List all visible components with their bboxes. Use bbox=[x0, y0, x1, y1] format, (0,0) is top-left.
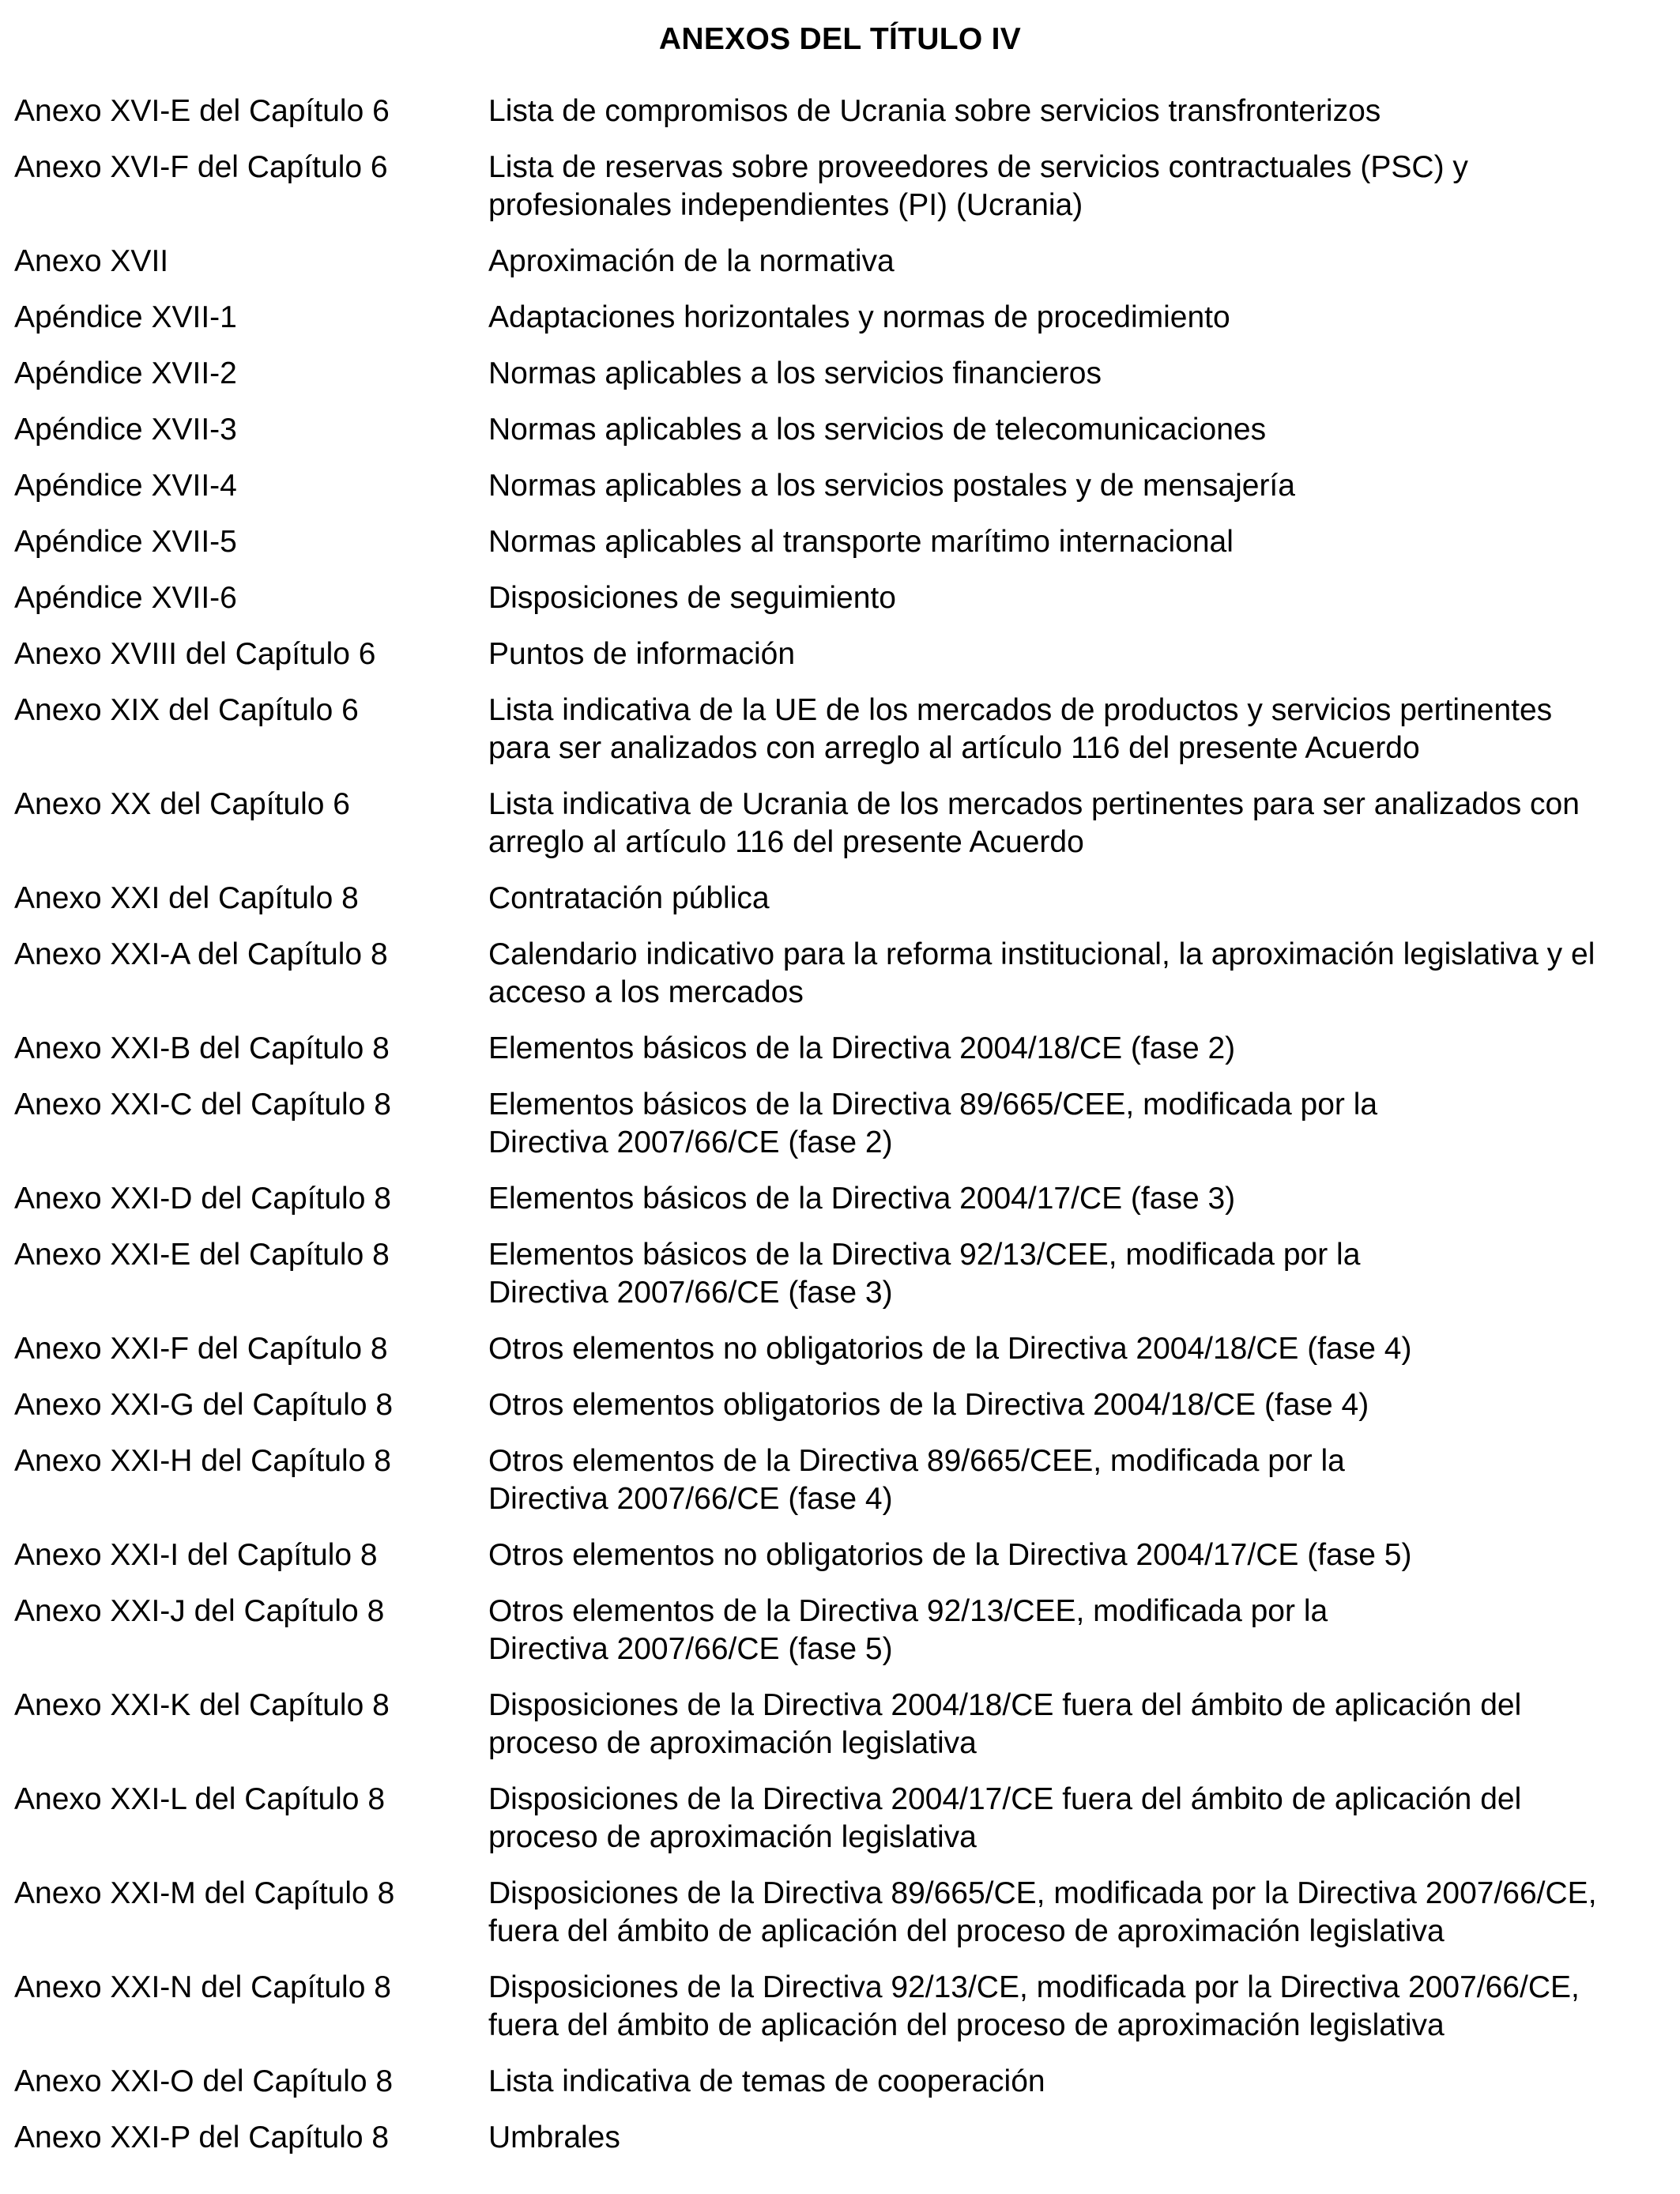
annex-description: Lista indicativa de Ucrania de los mercados pertinentes para ser analizados con arreglo al artículo 116 del presente Acuerdo bbox=[488, 787, 1580, 859]
annex-reference: Anexo XXI-B del Capítulo 8 bbox=[14, 1031, 390, 1065]
annex-description: Elementos básicos de la Directiva 2004/18/CE (fase 2) bbox=[488, 1031, 1236, 1065]
annex-row bbox=[14, 2063, 1677, 2101]
annex-description: Lista indicativa de temas de cooperación bbox=[488, 2064, 1045, 2098]
annex-row bbox=[14, 1236, 1677, 1312]
annex-description: Disposiciones de la Directiva 89/665/CE, modificada por la Directiva 2007/66/CE, fuera del ámbito de aplicación del proceso de aproximación legislativa bbox=[488, 1876, 1597, 1948]
annex-description: Normas aplicables a los servicios de telecomunicaciones bbox=[488, 413, 1267, 447]
annex-row bbox=[14, 92, 1677, 130]
annex-description: Otros elementos no obligatorios de la Directiva 2004/17/CE (fase 5) bbox=[488, 1538, 1412, 1572]
annex-reference: Anexo XXI-D del Capítulo 8 bbox=[14, 1182, 391, 1216]
annex-reference: Anexo XXI-O del Capítulo 8 bbox=[14, 2064, 394, 2098]
annex-reference: Anexo XIX del Capítulo 6 bbox=[14, 693, 359, 727]
annex-reference: Anexo XVII bbox=[14, 244, 169, 278]
annex-description: Normas aplicables al transporte marítimo internacional bbox=[488, 525, 1234, 559]
annex-description: Disposiciones de la Directiva 2004/17/CE fuera del ámbito de aplicación del proceso de aproximación legislativa bbox=[488, 1782, 1522, 1854]
annex-reference: Anexo XXI-A del Capítulo 8 bbox=[14, 937, 388, 971]
annex-row bbox=[14, 1086, 1677, 1162]
annex-description: Otros elementos de la Directiva 92/13/CEE, modificada por la Directiva 2007/66/CE (fase 5) bbox=[488, 1594, 1328, 1666]
annex-description: Elementos básicos de la Directiva 2004/17/CE (fase 3) bbox=[488, 1182, 1236, 1216]
annex-row bbox=[14, 1969, 1677, 2045]
annex-row bbox=[14, 299, 1677, 337]
annex-row bbox=[14, 1442, 1677, 1518]
annex-description: Puntos de información bbox=[488, 637, 796, 671]
annex-row bbox=[14, 2119, 1677, 2157]
annex-reference: Anexo XXI-F del Capítulo 8 bbox=[14, 1332, 388, 1366]
annex-description: Lista de compromisos de Ucrania sobre servicios transfronterizos bbox=[488, 94, 1381, 128]
annex-reference: Apéndice XVII-3 bbox=[14, 413, 237, 447]
annex-row bbox=[14, 1536, 1677, 1574]
annex-reference: Anexo XXI del Capítulo 8 bbox=[14, 881, 359, 915]
annex-description: Disposiciones de seguimiento bbox=[488, 581, 896, 615]
annex-row bbox=[14, 467, 1677, 505]
annex-description: Otros elementos no obligatorios de la Directiva 2004/18/CE (fase 4) bbox=[488, 1332, 1412, 1366]
annex-row bbox=[14, 523, 1677, 561]
page-title: ANEXOS DEL TÍTULO IV bbox=[658, 22, 1022, 56]
annex-row bbox=[14, 1030, 1677, 1068]
annex-description: Elementos básicos de la Directiva 89/665/CEE, modificada por la Directiva 2007/66/CE (fase 2) bbox=[488, 1088, 1378, 1159]
annex-description: Adaptaciones horizontales y normas de procedimiento bbox=[488, 300, 1230, 334]
annex-description: Normas aplicables a los servicios financieros bbox=[488, 356, 1102, 390]
annex-description: Contratación pública bbox=[488, 881, 770, 915]
annex-list bbox=[14, 92, 1677, 2175]
annex-row bbox=[14, 243, 1677, 281]
annex-reference: Anexo XVI-F del Capítulo 6 bbox=[14, 150, 388, 184]
annex-reference: Apéndice XVII-1 bbox=[14, 300, 237, 334]
annex-reference: Anexo XXI-K del Capítulo 8 bbox=[14, 1688, 390, 1722]
annex-reference: Apéndice XVII-5 bbox=[14, 525, 237, 559]
annex-reference: Anexo XX del Capítulo 6 bbox=[14, 787, 350, 821]
annex-row bbox=[14, 1330, 1677, 1368]
annex-reference: Anexo XXI-P del Capítulo 8 bbox=[14, 2120, 390, 2154]
annex-row bbox=[14, 355, 1677, 393]
annex-reference: Anexo XXI-L del Capítulo 8 bbox=[14, 1782, 386, 1816]
annex-row bbox=[14, 1180, 1677, 1218]
annex-reference: Apéndice XVII-6 bbox=[14, 581, 237, 615]
annex-description: Calendario indicativo para la reforma institucional, la aproximación legislativa y el acceso a los mercados bbox=[488, 937, 1595, 1009]
annex-row bbox=[14, 1875, 1677, 1951]
annex-description: Disposiciones de la Directiva 92/13/CE, modificada por la Directiva 2007/66/CE, fuera del ámbito de aplicación del proceso de aproximación legislativa bbox=[488, 1970, 1580, 2042]
annex-description: Aproximación de la normativa bbox=[488, 244, 895, 278]
annex-reference: Anexo XXI-I del Capítulo 8 bbox=[14, 1538, 378, 1572]
annex-row bbox=[14, 880, 1677, 918]
annex-reference: Anexo XVIII del Capítulo 6 bbox=[14, 637, 376, 671]
annex-reference: Anexo XXI-J del Capítulo 8 bbox=[14, 1594, 385, 1628]
annex-description: Lista indicativa de la UE de los mercados de productos y servicios pertinentes para ser analizados con arreglo al artículo 116 del presente Acuerdo bbox=[488, 693, 1553, 765]
annex-row bbox=[14, 936, 1677, 1012]
annex-row bbox=[14, 1593, 1677, 1668]
annex-row bbox=[14, 579, 1677, 617]
annex-row bbox=[14, 692, 1677, 767]
annex-reference: Anexo XVI-E del Capítulo 6 bbox=[14, 94, 390, 128]
annex-description: Otros elementos obligatorios de la Directiva 2004/18/CE (fase 4) bbox=[488, 1388, 1369, 1422]
annex-description: Elementos básicos de la Directiva 92/13/CEE, modificada por la Directiva 2007/66/CE (fase 3) bbox=[488, 1238, 1361, 1310]
annex-description: Umbrales bbox=[488, 2120, 620, 2154]
annex-row bbox=[14, 1386, 1677, 1424]
annex-row bbox=[14, 786, 1677, 861]
annex-row bbox=[14, 1687, 1677, 1762]
annex-reference: Anexo XXI-C del Capítulo 8 bbox=[14, 1088, 391, 1122]
annex-reference: Anexo XXI-E del Capítulo 8 bbox=[14, 1238, 390, 1272]
annex-description: Otros elementos de la Directiva 89/665/CEE, modificada por la Directiva 2007/66/CE (fase 4) bbox=[488, 1444, 1345, 1516]
annex-description: Lista de reservas sobre proveedores de servicios contractuales (PSC) y profesionales independientes (PI) (Ucrania) bbox=[488, 150, 1468, 222]
annex-row bbox=[14, 149, 1677, 224]
annex-row bbox=[14, 411, 1677, 449]
annex-reference: Anexo XXI-G del Capítulo 8 bbox=[14, 1388, 394, 1422]
annex-reference: Apéndice XVII-2 bbox=[14, 356, 237, 390]
annex-row bbox=[14, 1781, 1677, 1857]
annex-reference: Anexo XXI-H del Capítulo 8 bbox=[14, 1444, 391, 1478]
annex-description: Disposiciones de la Directiva 2004/18/CE fuera del ámbito de aplicación del proceso de aproximación legislativa bbox=[488, 1688, 1522, 1760]
annex-row bbox=[14, 635, 1677, 673]
annex-reference: Anexo XXI-M del Capítulo 8 bbox=[14, 1876, 395, 1910]
annex-reference: Anexo XXI-N del Capítulo 8 bbox=[14, 1970, 391, 2004]
annex-description: Normas aplicables a los servicios postales y de mensajería bbox=[488, 469, 1295, 503]
annex-reference: Apéndice XVII-4 bbox=[14, 469, 237, 503]
